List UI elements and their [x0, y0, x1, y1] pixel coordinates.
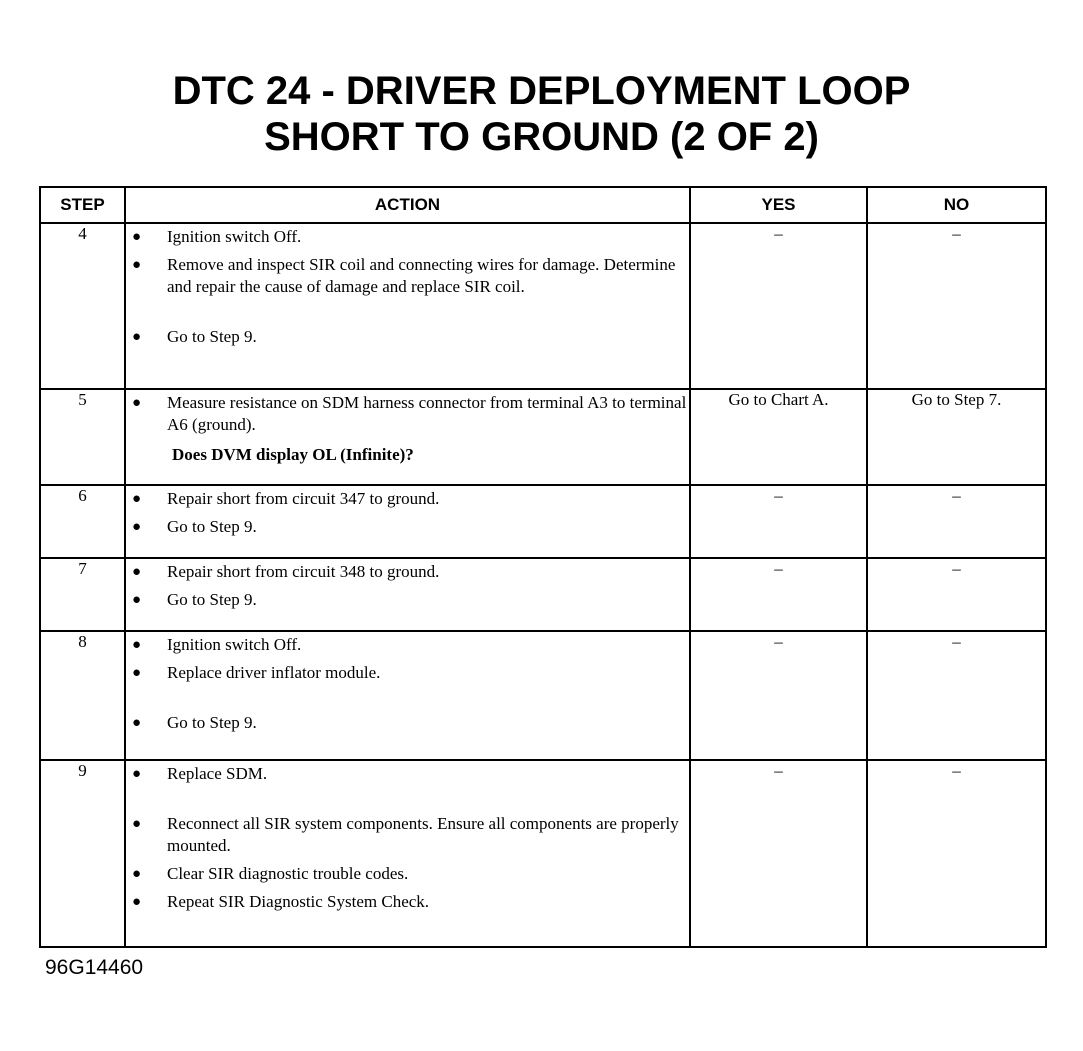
action-text: Reconnect all SIR system components. Ensure all components are properly mounted. — [167, 814, 679, 855]
no-cell: – — [867, 558, 1046, 631]
title-line-1: DTC 24 - DRIVER DEPLOYMENT LOOP — [172, 69, 911, 113]
action-text: Ignition switch Off. — [167, 227, 302, 246]
bullet-icon: ● — [132, 329, 142, 345]
bullet-icon: ● — [132, 592, 142, 608]
action-text: Go to Step 9. — [167, 590, 257, 609]
action-item — [126, 891, 689, 913]
action-text: Repair short from circuit 348 to ground. — [167, 562, 440, 581]
yes-cell: – — [690, 485, 867, 558]
step-number: 5 — [40, 389, 125, 485]
table-row — [40, 631, 1046, 760]
action-cell — [125, 558, 690, 631]
action-text: Go to Step 9. — [167, 327, 257, 346]
action-cell — [125, 485, 690, 558]
table-row — [40, 223, 1046, 389]
bullet-icon: ● — [132, 257, 142, 273]
table-row — [40, 485, 1046, 558]
action-item — [126, 863, 689, 885]
figure-id: 96G14460 — [45, 956, 144, 979]
yes-cell: – — [690, 631, 867, 760]
action-item — [126, 226, 689, 248]
no-cell: Go to Step 7. — [867, 389, 1046, 485]
no-cell: – — [867, 631, 1046, 760]
bullet-icon: ● — [132, 519, 142, 535]
table-row — [40, 760, 1046, 947]
no-cell: – — [867, 485, 1046, 558]
table-header-row — [40, 187, 1046, 223]
action-item — [126, 392, 689, 436]
header-action: ACTION — [125, 187, 690, 223]
action-item — [126, 561, 689, 583]
action-item — [126, 813, 689, 857]
bullet-icon: ● — [132, 816, 142, 832]
bullet-icon: ● — [132, 766, 142, 782]
action-cell — [125, 223, 690, 389]
bullet-icon: ● — [132, 866, 142, 882]
no-cell: – — [867, 760, 1046, 947]
bullet-icon: ● — [132, 491, 142, 507]
bullet-icon: ● — [132, 637, 142, 653]
action-text: Repeat SIR Diagnostic System Check. — [167, 892, 430, 911]
step-number: 6 — [40, 485, 125, 558]
step-number: 8 — [40, 631, 125, 760]
action-text: Replace driver inflator module. — [167, 663, 381, 682]
action-item — [126, 662, 689, 684]
step-number: 9 — [40, 760, 125, 947]
action-item — [126, 326, 689, 348]
action-item — [126, 589, 689, 611]
action-cell — [125, 631, 690, 760]
yes-cell: – — [690, 760, 867, 947]
action-item — [126, 488, 689, 510]
action-text: Go to Step 9. — [167, 713, 257, 732]
header-no: NO — [867, 187, 1046, 223]
header-step: STEP — [40, 187, 125, 223]
action-text: Remove and inspect SIR coil and connecting wires for damage. Determine and repair the cause of damage and replace SIR coil. — [167, 255, 676, 296]
action-item — [126, 712, 689, 734]
action-text: Measure resistance on SDM harness connector from terminal A3 to terminal A6 (ground). — [167, 393, 687, 434]
yes-cell: – — [690, 558, 867, 631]
bullet-icon: ● — [132, 894, 142, 910]
action-item — [126, 254, 689, 298]
action-text: Go to Step 9. — [167, 517, 257, 536]
yes-cell: Go to Chart A. — [690, 389, 867, 485]
action-cell — [125, 760, 690, 947]
no-cell: – — [867, 223, 1046, 389]
bullet-icon: ● — [132, 229, 142, 245]
table-row — [40, 389, 1046, 485]
action-text: Clear SIR diagnostic trouble codes. — [167, 864, 409, 883]
action-text: Replace SDM. — [167, 764, 268, 783]
question-text: Does DVM display OL (Infinite)? — [172, 445, 414, 464]
action-text: Ignition switch Off. — [167, 635, 302, 654]
action-item — [126, 763, 689, 785]
step-number: 7 — [40, 558, 125, 631]
action-cell — [125, 389, 690, 485]
bullet-icon: ● — [132, 564, 142, 580]
bullet-icon: ● — [132, 395, 142, 411]
header-yes: YES — [690, 187, 867, 223]
action-item — [126, 634, 689, 656]
page-title — [0, 68, 1083, 160]
bullet-icon: ● — [132, 665, 142, 681]
yes-cell: – — [690, 223, 867, 389]
bullet-icon: ● — [132, 715, 142, 731]
title-line-2: SHORT TO GROUND (2 OF 2) — [264, 115, 819, 159]
step-number: 4 — [40, 223, 125, 389]
table-row — [40, 558, 1046, 631]
action-text: Repair short from circuit 347 to ground. — [167, 489, 440, 508]
action-item — [126, 516, 689, 538]
diagnostic-table — [39, 186, 1047, 948]
